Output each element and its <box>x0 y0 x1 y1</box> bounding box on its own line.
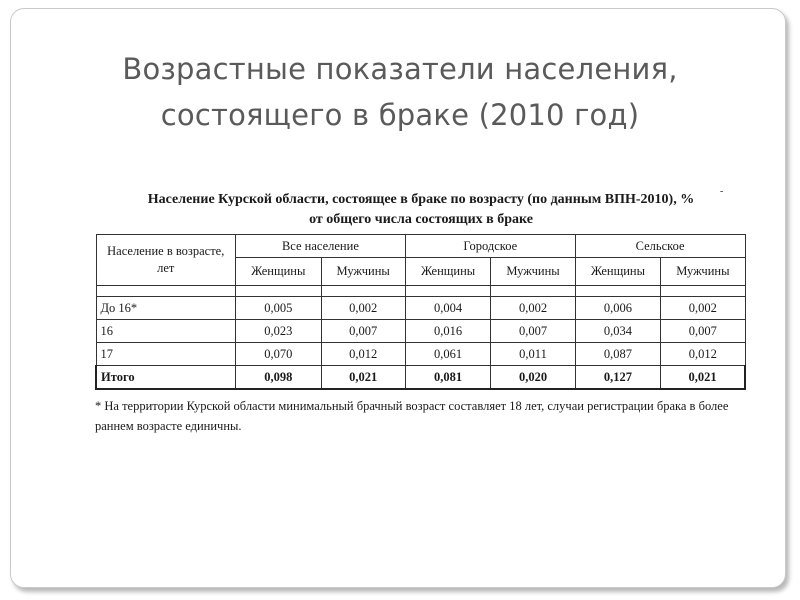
table-cell: 0,098 <box>236 366 322 390</box>
table-cell: 0,007 <box>321 320 405 343</box>
row-label: 16 <box>96 320 236 343</box>
table-row <box>96 297 745 320</box>
table-cell: 0,006 <box>575 297 661 320</box>
table-cell: 0,004 <box>405 297 491 320</box>
table-cell: 0,034 <box>575 320 661 343</box>
table-cell: 0,081 <box>405 366 491 390</box>
row-label: Итого <box>96 366 236 390</box>
table-cell: 0,127 <box>575 366 661 390</box>
table-cell: 0,002 <box>661 297 745 320</box>
row-header-cell: Население в возрасте, лет <box>96 235 236 286</box>
table-cell: 0,021 <box>661 366 745 390</box>
table-cell: 0,012 <box>321 343 405 366</box>
scanned-table-document <box>95 186 747 436</box>
table-cell: 0,020 <box>491 366 575 390</box>
table-row <box>96 343 745 366</box>
scan-mark: - <box>720 186 724 197</box>
table-caption-line-1: Население Курской области, состоящее в браке по возрасту (по данным ВПН-2010), % <box>147 192 695 207</box>
table-cell: 0,012 <box>661 343 745 366</box>
sub-header-all-women: Женщины <box>236 258 322 286</box>
table-cell: 0,007 <box>491 320 575 343</box>
table-spacer-row <box>96 286 745 297</box>
group-header-rural: Сельское <box>575 235 745 258</box>
table-cell: 0,061 <box>405 343 491 366</box>
table-cell: 0,005 <box>236 297 322 320</box>
table-cell: 0,016 <box>405 320 491 343</box>
table-cell: 0,002 <box>321 297 405 320</box>
sub-header-rural-men: Мужчины <box>661 258 745 286</box>
table-caption-line-2: от общего числа состоящих в браке <box>309 212 533 227</box>
sub-header-rural-women: Женщины <box>575 258 661 286</box>
table-cell: 0,011 <box>491 343 575 366</box>
table-cell: 0,023 <box>236 320 322 343</box>
sub-header-urban-men: Мужчины <box>491 258 575 286</box>
sub-header-all-men: Мужчины <box>321 258 405 286</box>
group-header-all: Все население <box>236 235 406 258</box>
table-row <box>96 320 745 343</box>
row-label: 17 <box>96 343 236 366</box>
table-caption <box>95 190 747 230</box>
slide-title-line-2: состоящего в браке (2010 год) <box>160 98 640 133</box>
row-label: До 16* <box>96 297 236 320</box>
group-header-urban: Городское <box>405 235 575 258</box>
table-cell: 0,070 <box>236 343 322 366</box>
sub-header-urban-women: Женщины <box>405 258 491 286</box>
table-cell: 0,087 <box>575 343 661 366</box>
slide-title-line-1: Возрастные показатели населения, <box>122 52 678 87</box>
table-cell: 0,007 <box>661 320 745 343</box>
table-footnote: * На территории Курской области минимальный брачный возраст составляет 18 лет, случаи регистрации брака в более раннем возрасте единичны. <box>95 399 729 433</box>
marriage-age-table <box>95 234 746 390</box>
table-cell: 0,002 <box>491 297 575 320</box>
table-total-row <box>96 366 745 390</box>
table-cell: 0,021 <box>321 366 405 390</box>
slide-title <box>0 46 800 138</box>
